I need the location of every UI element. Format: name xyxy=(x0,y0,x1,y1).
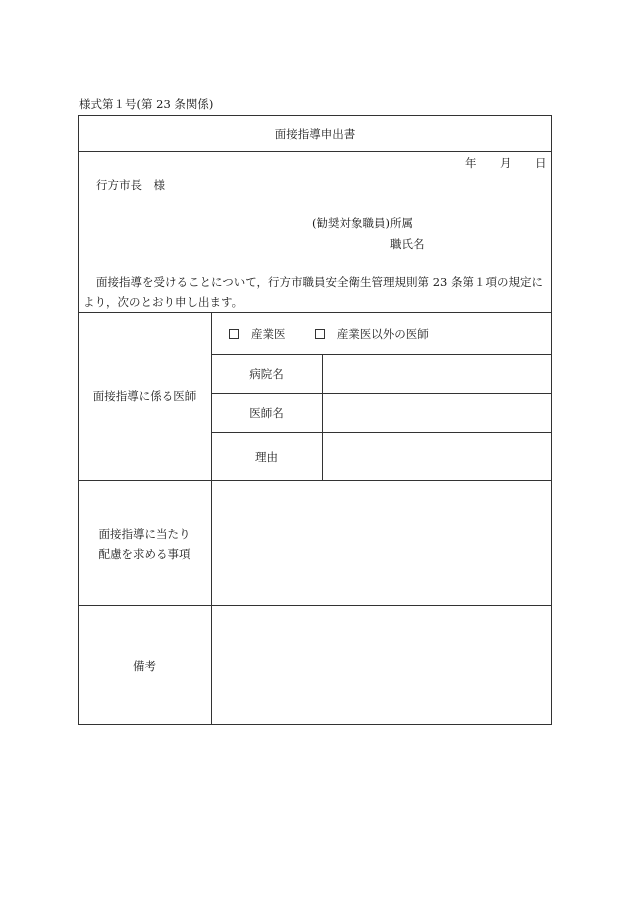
reason-field[interactable] xyxy=(323,433,550,479)
affiliation-label: (勧奨対象職員)所属 xyxy=(312,216,413,230)
other-doctor-label: 産業医以外の医師 xyxy=(336,327,429,341)
reason-label: 理由 xyxy=(255,450,278,464)
date-year-label: 年 xyxy=(465,156,477,170)
date-day-label: 日 xyxy=(535,156,547,170)
date-month-label: 月 xyxy=(500,156,512,170)
form-title: 面接指導申出書 xyxy=(274,127,356,141)
consideration-label-line2: 配慮を求める事項 xyxy=(98,547,191,561)
divider-title xyxy=(78,151,551,152)
industrial-doctor-label: 産業医 xyxy=(251,327,286,341)
doctor-section-label: 面接指導に係る医師 xyxy=(92,389,197,403)
addressee: 行方市長 様 xyxy=(96,178,165,192)
doctor-name-field[interactable] xyxy=(323,394,550,432)
remarks-label: 備考 xyxy=(133,659,156,673)
body-text-line2: より，次のとおり申し出ます。 xyxy=(83,295,244,309)
hospital-field[interactable] xyxy=(323,355,550,393)
doctor-name-label: 医師名 xyxy=(249,406,284,420)
remarks-field[interactable] xyxy=(212,606,550,723)
industrial-doctor-checkbox[interactable] xyxy=(229,329,239,339)
consideration-field[interactable] xyxy=(212,481,550,604)
divider-body xyxy=(78,312,551,313)
body-text-line1: 面接指導を受けることについて，行方市職員安全衛生管理規則第 23 条第１項の規定に xyxy=(96,275,543,289)
other-doctor-checkbox[interactable] xyxy=(315,329,325,339)
doctor-options xyxy=(229,326,429,342)
form-number: 様式第１号(第 23 条関係) xyxy=(79,97,214,111)
hospital-label: 病院名 xyxy=(249,367,284,381)
name-label: 職氏名 xyxy=(390,237,425,251)
consideration-label-line1: 面接指導に当たり xyxy=(98,527,191,541)
